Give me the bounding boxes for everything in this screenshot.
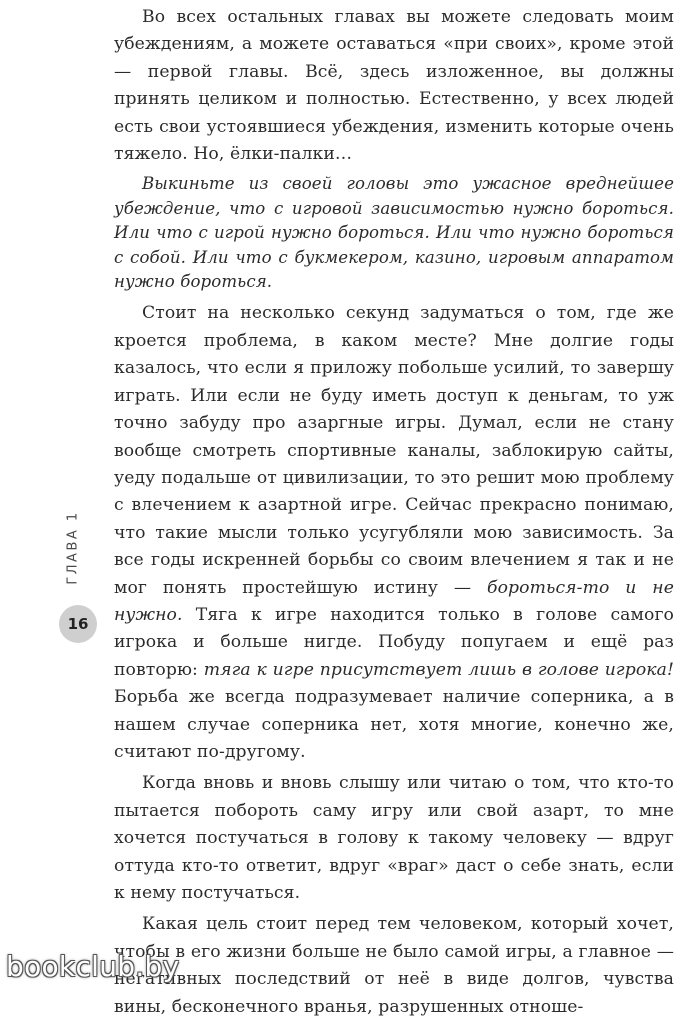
paragraph-3-part-3: Борьба же всегда подразумевает наличие соперника, а в нашем случае соперника нет, хотя многие, конечно же, считают по-другому. — [114, 687, 674, 762]
paragraph-1: Во всех остальных главах вы можете следовать моим убеждениям, а можете оставаться «при своих», кроме этой — первой главы. Всё, здесь изложенное, вы должны принять целиком и полностью. Естественно, у всех людей есть свои устоявшиеся убеждения, изменить которые очень тяжело. Но, ёлки-палки… — [114, 7, 674, 165]
watermark: bookclub.by — [6, 950, 180, 983]
italic-paragraph: Выкиньте из своей головы это ужасное вреднейшее убеждение, что с игровой зависимостью нужно бороться. Или что с игрой нужно бороться. Или что нужно бороться с собой. Или что с букмекером, казино, игровым аппаратом нужно бороться. — [114, 174, 674, 292]
chapter-label — [57, 502, 89, 592]
page-number-badge — [59, 605, 97, 643]
paragraph-3-part-2: Тяга к игре находится только в голове самого игрока и больше нигде. Побуду попугаем и ещё раз повторю: — [114, 604, 674, 680]
paragraph-3 — [114, 300, 674, 766]
page-body-text — [114, 4, 674, 1021]
paragraph-5: Какая цель стоит перед тем человеком, который хочет, чтобы в его жизни больше не было самой игры, а главное — негативных последствий от неё в виде долгов, чувства вины, бесконечного вранья, разрушенных отноше- — [114, 914, 674, 1017]
chapter-label-text: ГЛАВА 1 — [65, 509, 81, 585]
emphasis-fight-not-needed: бороться-то и не нужно. — [114, 577, 674, 625]
paragraph-3-part-1: Стоит на несколько секунд задуматься о том, где же кроется проблема, в каком месте? Мне долгие годы казалось, что если я приложу побольше усилий, то завершу играть. Или если не буду иметь доступ к деньгам, то уж точно забуду про азаргные игры. Думал, если не стану вообще смотреть спортивные каналы, заблокирую сайты, уеду подальше от цивилизации, то это решит мою проблему с влечением к азартной игре. Сейчас прекрасно понимаю, что такие мысли только усугубляли мою зависимость. За все годы искренней борьбы со своим влечением я так и не мог понять простейшую истину — — [114, 303, 674, 598]
paragraph-4: Когда вновь и вновь слышу или читаю о том, что кто-то пытается побороть саму игру или свой азарт, то мне хочется постучаться в голову к такому человеку — вдруг оттуда кто-то ответит, вдруг «враг» даст о себе знать, если к нему постучаться. — [114, 773, 674, 903]
page-number: 16 — [67, 615, 89, 633]
emphasis-craving-in-head: тяга к игре присутствует лишь в голове игрока! — [203, 659, 674, 680]
